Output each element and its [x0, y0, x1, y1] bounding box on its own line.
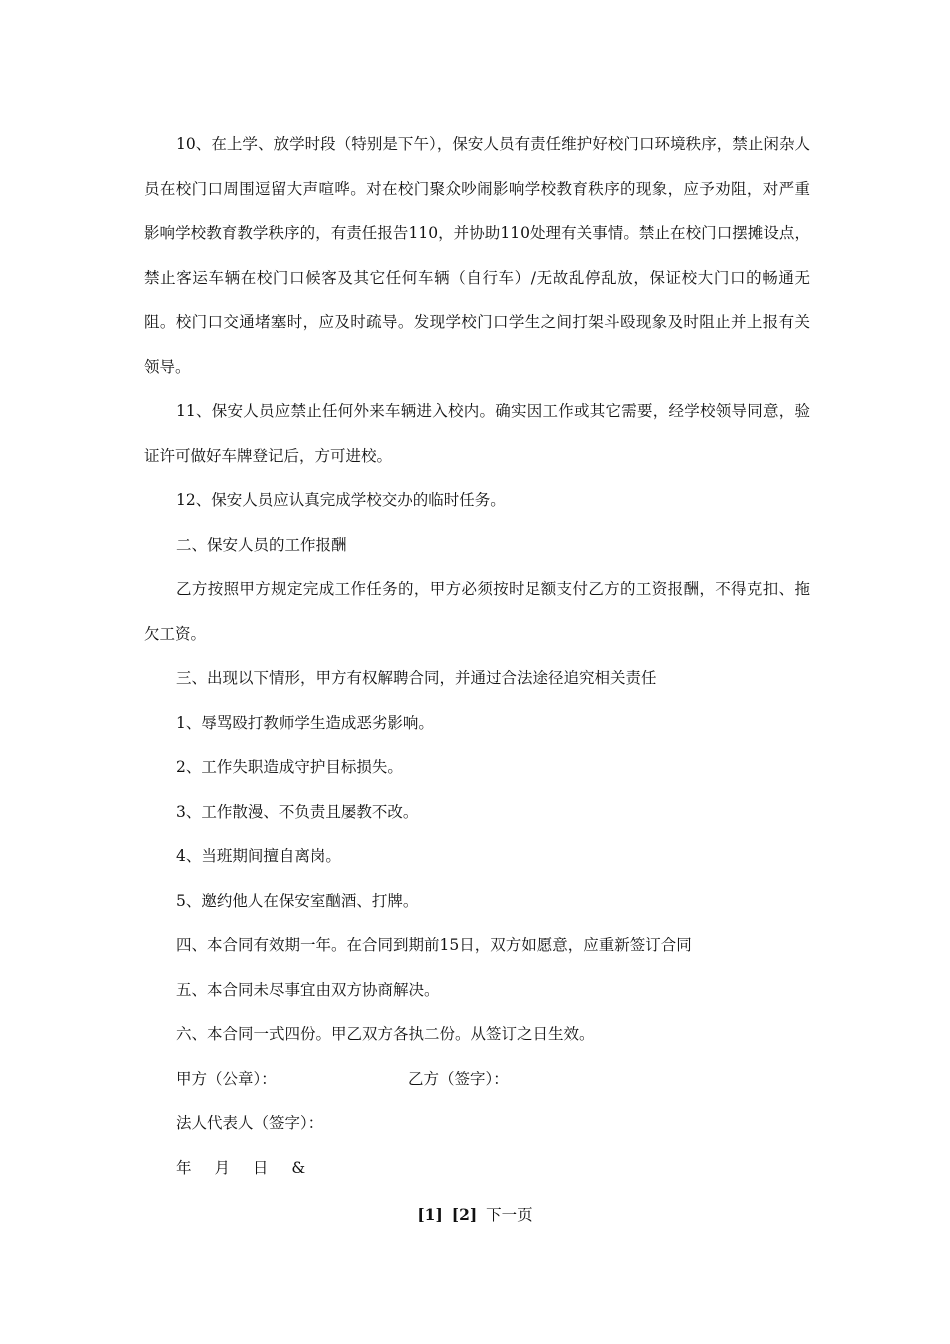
section-6: 六、本合同一式四份。甲乙双方各执二份。从签订之日生效。 — [176, 1025, 595, 1043]
clause-11: 11、保安人员应禁止任何外来车辆进入校内。确实因工作或其它需要，经学校领导同意，验证许可做好车牌登记后，方可进校。 — [144, 402, 810, 465]
section-4: 四、本合同有效期一年。在合同到期前15日，双方如愿意，应重新签订合同 — [176, 936, 692, 954]
section-3-item-5: 5、邀约他人在保安室酗酒、打牌。 — [176, 891, 419, 910]
date-year: 年 — [176, 1158, 192, 1177]
section-3-item-4: 4、当班期间擅自离岗。 — [176, 847, 341, 865]
party-b-signature-label: 乙方（签字）： — [408, 1069, 509, 1088]
date-day: 日 — [252, 1158, 269, 1177]
clause-10: 10、在上学、放学时段（特别是下午），保安人员有责任维护好校门口环境秩序，禁止闲杂人员在校门口周围逗留大声喧哗。对在校门聚众吵闹影响学校教育秩序的现象，应予劝阻，对严重影响学校教育教学秩序的，有责任报告110，并协助110处理有关事情。禁止在校门口摆摊设点，禁止客运车辆在校门口候客及其它任何车辆（自行车）/无故乱停乱放，保证校大门口的畅通无阻。校门口交通堵塞时，应及时疏导。发现学校门口学生之间打架斗殴现象及时阻止并上报有关领导。 — [144, 135, 810, 376]
date-tail: & — [291, 1158, 306, 1177]
signature-row — [144, 1057, 810, 1102]
section-3-item-2: 2、工作失职造成守护目标损失。 — [176, 758, 403, 776]
pagination — [0, 1201, 950, 1229]
page-2-link[interactable]: [2] — [451, 1205, 478, 1224]
section-5: 五、本合同未尽事宜由双方协商解决。 — [176, 980, 440, 999]
section-3-item-3: 3、工作散漫、不负责且屡教不改。 — [176, 802, 419, 821]
section-3-heading: 三、出现以下情形，甲方有权解聘合同，并通过合法途径追究相关责任 — [176, 669, 657, 687]
page-1-link[interactable]: [1] — [417, 1205, 443, 1224]
section-3-item-1: 1、辱骂殴打教师学生造成恶劣影响。 — [176, 713, 434, 732]
date-month: 月 — [214, 1158, 230, 1177]
section-2-heading: 二、保安人员的工作报酬 — [176, 535, 347, 554]
clause-12: 12、保安人员应认真完成学校交办的临时任务。 — [176, 491, 506, 509]
next-page-link[interactable]: 下一页 — [486, 1206, 533, 1224]
date-line — [144, 1146, 810, 1191]
party-a-seal-label: 甲方（公章）： — [176, 1069, 277, 1088]
document-body — [144, 122, 810, 1190]
section-2-body: 乙方按照甲方规定完成工作任务的，甲方必须按时足额支付乙方的工资报酬，不得克扣、拖欠工资。 — [144, 580, 810, 643]
legal-representative-label: 法人代表人（签字）： — [176, 1114, 324, 1132]
